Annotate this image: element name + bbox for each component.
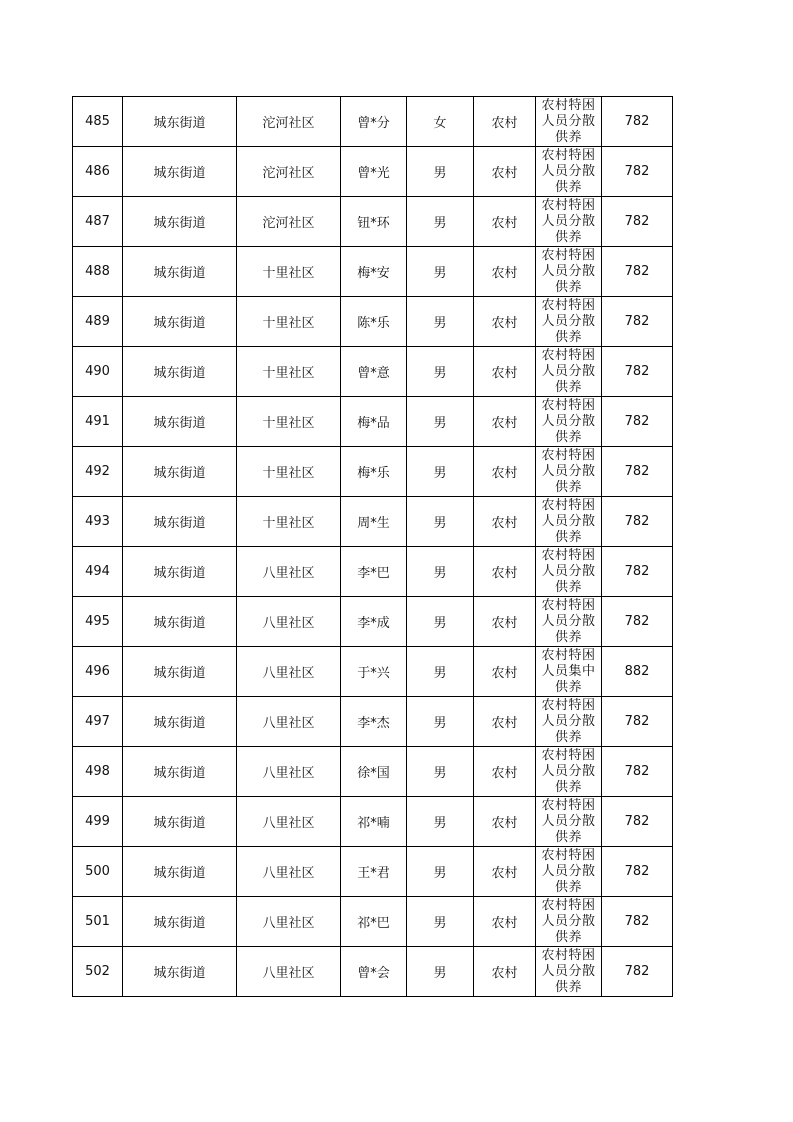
assistance-category-text: 农村特困人员分散供养	[541, 398, 596, 445]
amount-cell: 782	[602, 747, 673, 797]
street-cell: 城东街道	[123, 897, 237, 947]
assistance-category-text: 农村特困人员分散供养	[541, 948, 596, 995]
row-number-cell: 498	[73, 747, 123, 797]
assistance-category-cell	[536, 247, 602, 297]
residence-type-cell: 农村	[474, 847, 536, 897]
residence-type-cell: 农村	[474, 597, 536, 647]
residence-type-cell: 农村	[474, 897, 536, 947]
amount-cell: 782	[602, 297, 673, 347]
amount-cell: 782	[602, 897, 673, 947]
name-cell: 祁*喃	[341, 797, 407, 847]
gender-cell: 男	[407, 547, 474, 597]
community-cell: 八里社区	[237, 747, 341, 797]
amount-cell: 782	[602, 947, 673, 997]
gender-cell: 男	[407, 847, 474, 897]
name-cell: 陈*乐	[341, 297, 407, 347]
name-cell: 曾*会	[341, 947, 407, 997]
name-cell: 曾*意	[341, 347, 407, 397]
table-row	[73, 597, 673, 647]
street-cell: 城东街道	[123, 697, 237, 747]
name-cell: 梅*乐	[341, 447, 407, 497]
assistance-category-cell	[536, 447, 602, 497]
row-number-cell: 488	[73, 247, 123, 297]
assistance-category-cell	[536, 897, 602, 947]
table-row	[73, 447, 673, 497]
amount-cell: 782	[602, 547, 673, 597]
row-number-cell: 489	[73, 297, 123, 347]
name-cell: 李*成	[341, 597, 407, 647]
community-cell: 八里社区	[237, 547, 341, 597]
amount-cell: 782	[602, 447, 673, 497]
amount-cell: 882	[602, 647, 673, 697]
street-cell: 城东街道	[123, 797, 237, 847]
residence-type-cell: 农村	[474, 347, 536, 397]
street-cell: 城东街道	[123, 247, 237, 297]
gender-cell: 男	[407, 797, 474, 847]
residence-type-cell: 农村	[474, 747, 536, 797]
assistance-category-text: 农村特困人员分散供养	[541, 698, 596, 745]
table-body	[73, 97, 673, 997]
row-number-cell: 485	[73, 97, 123, 147]
name-cell: 曾*分	[341, 97, 407, 147]
assistance-category-text: 农村特困人员分散供养	[541, 898, 596, 945]
assistance-category-cell	[536, 347, 602, 397]
name-cell: 李*巴	[341, 547, 407, 597]
community-cell: 八里社区	[237, 697, 341, 747]
residence-type-cell: 农村	[474, 947, 536, 997]
row-number-cell: 499	[73, 797, 123, 847]
street-cell: 城东街道	[123, 947, 237, 997]
assistance-category-cell	[536, 697, 602, 747]
table-row	[73, 497, 673, 547]
assistance-category-cell	[536, 847, 602, 897]
community-cell: 沱河社区	[237, 97, 341, 147]
community-cell: 十里社区	[237, 397, 341, 447]
gender-cell: 男	[407, 947, 474, 997]
assistance-category-text: 农村特困人员分散供养	[541, 448, 596, 495]
amount-cell: 782	[602, 147, 673, 197]
community-cell: 沱河社区	[237, 147, 341, 197]
assistance-category-cell	[536, 497, 602, 547]
community-cell: 十里社区	[237, 497, 341, 547]
community-cell: 沱河社区	[237, 197, 341, 247]
gender-cell: 男	[407, 897, 474, 947]
community-cell: 八里社区	[237, 847, 341, 897]
table-row	[73, 647, 673, 697]
residence-type-cell: 农村	[474, 697, 536, 747]
amount-cell: 782	[602, 697, 673, 747]
assistance-category-text: 农村特困人员分散供养	[541, 198, 596, 245]
residence-type-cell: 农村	[474, 147, 536, 197]
residence-type-cell: 农村	[474, 197, 536, 247]
row-number-cell: 497	[73, 697, 123, 747]
assistance-category-text: 农村特困人员分散供养	[541, 798, 596, 845]
residence-type-cell: 农村	[474, 247, 536, 297]
row-number-cell: 496	[73, 647, 123, 697]
street-cell: 城东街道	[123, 747, 237, 797]
assistance-category-text: 农村特困人员分散供养	[541, 248, 596, 295]
amount-cell: 782	[602, 347, 673, 397]
table-row	[73, 397, 673, 447]
gender-cell: 男	[407, 497, 474, 547]
table-row	[73, 347, 673, 397]
amount-cell: 782	[602, 397, 673, 447]
row-number-cell: 492	[73, 447, 123, 497]
street-cell: 城东街道	[123, 347, 237, 397]
name-cell: 曾*光	[341, 147, 407, 197]
community-cell: 十里社区	[237, 297, 341, 347]
gender-cell: 男	[407, 647, 474, 697]
row-number-cell: 501	[73, 897, 123, 947]
assistance-category-text: 农村特困人员集中供养	[541, 648, 596, 695]
assistance-category-cell	[536, 547, 602, 597]
assistance-category-cell	[536, 597, 602, 647]
street-cell: 城东街道	[123, 397, 237, 447]
street-cell: 城东街道	[123, 497, 237, 547]
community-cell: 十里社区	[237, 247, 341, 297]
community-cell: 十里社区	[237, 447, 341, 497]
gender-cell: 男	[407, 597, 474, 647]
amount-cell: 782	[602, 247, 673, 297]
assistance-category-text: 农村特困人员分散供养	[541, 548, 596, 595]
table-row	[73, 547, 673, 597]
name-cell: 于*兴	[341, 647, 407, 697]
name-cell: 李*杰	[341, 697, 407, 747]
row-number-cell: 500	[73, 847, 123, 897]
name-cell: 王*君	[341, 847, 407, 897]
name-cell: 钮*环	[341, 197, 407, 247]
name-cell: 梅*安	[341, 247, 407, 297]
community-cell: 八里社区	[237, 947, 341, 997]
assistance-category-cell	[536, 147, 602, 197]
assistance-category-text: 农村特困人员分散供养	[541, 748, 596, 795]
residence-type-cell: 农村	[474, 397, 536, 447]
assistance-category-text: 农村特困人员分散供养	[541, 298, 596, 345]
gender-cell: 男	[407, 297, 474, 347]
residence-type-cell: 农村	[474, 97, 536, 147]
table-row	[73, 247, 673, 297]
residence-type-cell: 农村	[474, 797, 536, 847]
amount-cell: 782	[602, 797, 673, 847]
street-cell: 城东街道	[123, 547, 237, 597]
table-row	[73, 947, 673, 997]
row-number-cell: 493	[73, 497, 123, 547]
table-row	[73, 797, 673, 847]
street-cell: 城东街道	[123, 147, 237, 197]
table-row	[73, 847, 673, 897]
assistance-category-text: 农村特困人员分散供养	[541, 498, 596, 545]
row-number-cell: 486	[73, 147, 123, 197]
assistance-category-cell	[536, 297, 602, 347]
table-row	[73, 97, 673, 147]
gender-cell: 男	[407, 147, 474, 197]
amount-cell: 782	[602, 197, 673, 247]
street-cell: 城东街道	[123, 297, 237, 347]
residence-type-cell: 农村	[474, 447, 536, 497]
name-cell: 周*生	[341, 497, 407, 547]
table-row	[73, 747, 673, 797]
assistance-category-cell	[536, 197, 602, 247]
records-table	[72, 96, 673, 997]
row-number-cell: 491	[73, 397, 123, 447]
street-cell: 城东街道	[123, 597, 237, 647]
assistance-category-cell	[536, 97, 602, 147]
street-cell: 城东街道	[123, 447, 237, 497]
row-number-cell: 490	[73, 347, 123, 397]
gender-cell: 男	[407, 247, 474, 297]
assistance-category-text: 农村特困人员分散供养	[541, 598, 596, 645]
community-cell: 八里社区	[237, 597, 341, 647]
assistance-category-cell	[536, 947, 602, 997]
street-cell: 城东街道	[123, 97, 237, 147]
table-row	[73, 147, 673, 197]
amount-cell: 782	[602, 847, 673, 897]
street-cell: 城东街道	[123, 647, 237, 697]
gender-cell: 男	[407, 747, 474, 797]
assistance-category-text: 农村特困人员分散供养	[541, 98, 596, 145]
gender-cell: 女	[407, 97, 474, 147]
assistance-category-text: 农村特困人员分散供养	[541, 848, 596, 895]
street-cell: 城东街道	[123, 847, 237, 897]
amount-cell: 782	[602, 597, 673, 647]
gender-cell: 男	[407, 347, 474, 397]
residence-type-cell: 农村	[474, 647, 536, 697]
assistance-category-cell	[536, 647, 602, 697]
table-row	[73, 297, 673, 347]
row-number-cell: 502	[73, 947, 123, 997]
residence-type-cell: 农村	[474, 497, 536, 547]
row-number-cell: 487	[73, 197, 123, 247]
community-cell: 八里社区	[237, 647, 341, 697]
residence-type-cell: 农村	[474, 547, 536, 597]
table-row	[73, 897, 673, 947]
residence-type-cell: 农村	[474, 297, 536, 347]
amount-cell: 782	[602, 97, 673, 147]
community-cell: 十里社区	[237, 347, 341, 397]
table-row	[73, 697, 673, 747]
name-cell: 祁*巴	[341, 897, 407, 947]
assistance-category-text: 农村特困人员分散供养	[541, 348, 596, 395]
gender-cell: 男	[407, 397, 474, 447]
name-cell: 徐*国	[341, 747, 407, 797]
table-row	[73, 197, 673, 247]
amount-cell: 782	[602, 497, 673, 547]
name-cell: 梅*品	[341, 397, 407, 447]
gender-cell: 男	[407, 197, 474, 247]
assistance-category-cell	[536, 747, 602, 797]
row-number-cell: 495	[73, 597, 123, 647]
gender-cell: 男	[407, 447, 474, 497]
gender-cell: 男	[407, 697, 474, 747]
community-cell: 八里社区	[237, 897, 341, 947]
community-cell: 八里社区	[237, 797, 341, 847]
assistance-category-text: 农村特困人员分散供养	[541, 148, 596, 195]
assistance-category-cell	[536, 797, 602, 847]
street-cell: 城东街道	[123, 197, 237, 247]
row-number-cell: 494	[73, 547, 123, 597]
assistance-category-cell	[536, 397, 602, 447]
